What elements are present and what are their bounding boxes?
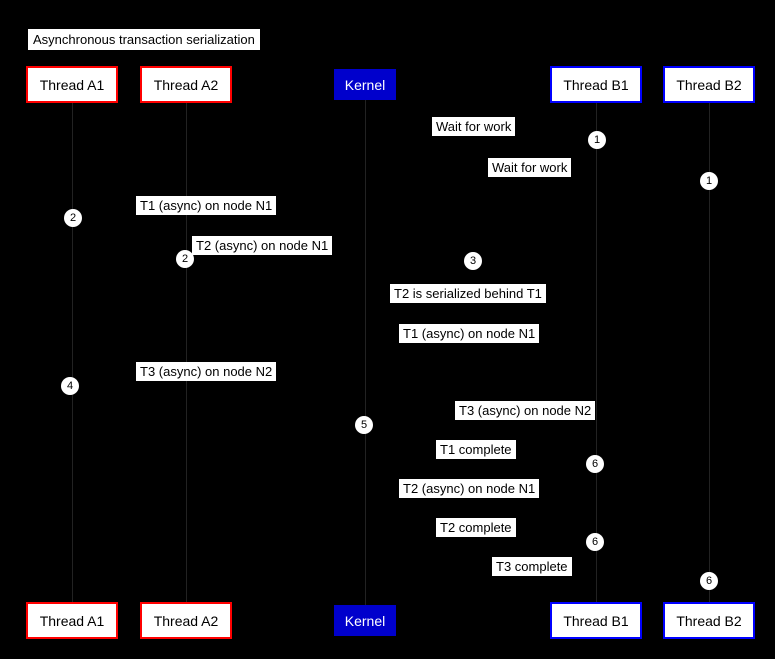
step-marker: 4 <box>61 377 79 395</box>
lane-footer-bottom[interactable]: Thread A1 <box>26 602 118 639</box>
lane-header-top[interactable]: Thread A2 <box>140 66 232 103</box>
message-label: Wait for work <box>432 117 515 136</box>
step-marker: 6 <box>586 455 604 473</box>
message-label: T2 is serialized behind T1 <box>390 284 546 303</box>
step-marker: 2 <box>64 209 82 227</box>
step-marker: 5 <box>355 416 373 434</box>
lane-header-top[interactable]: Thread B2 <box>663 66 755 103</box>
step-marker: 6 <box>586 533 604 551</box>
lane-footer-bottom[interactable]: Kernel <box>334 605 396 636</box>
step-marker: 3 <box>464 252 482 270</box>
message-label: T2 (async) on node N1 <box>192 236 332 255</box>
step-marker: 2 <box>176 250 194 268</box>
lane-footer-bottom[interactable]: Thread A2 <box>140 602 232 639</box>
message-label: T1 complete <box>436 440 516 459</box>
lane-footer-bottom[interactable]: Thread B1 <box>550 602 642 639</box>
lane-header-top[interactable]: Thread A1 <box>26 66 118 103</box>
step-marker: 1 <box>700 172 718 190</box>
lane-header-top[interactable]: Kernel <box>334 69 396 100</box>
diagram-title: Asynchronous transaction serialization <box>28 29 260 50</box>
lifeline <box>186 103 187 602</box>
message-label: T1 (async) on node N1 <box>399 324 539 343</box>
lifeline <box>596 103 597 602</box>
message-label: T3 (async) on node N2 <box>455 401 595 420</box>
message-label: T2 complete <box>436 518 516 537</box>
step-marker: 6 <box>700 572 718 590</box>
message-label: T2 (async) on node N1 <box>399 479 539 498</box>
lane-footer-bottom[interactable]: Thread B2 <box>663 602 755 639</box>
message-label: T3 complete <box>492 557 572 576</box>
message-label: Wait for work <box>488 158 571 177</box>
step-marker: 1 <box>588 131 606 149</box>
lifeline <box>365 100 366 605</box>
lane-header-top[interactable]: Thread B1 <box>550 66 642 103</box>
lifeline <box>72 103 73 602</box>
message-label: T1 (async) on node N1 <box>136 196 276 215</box>
message-label: T3 (async) on node N2 <box>136 362 276 381</box>
